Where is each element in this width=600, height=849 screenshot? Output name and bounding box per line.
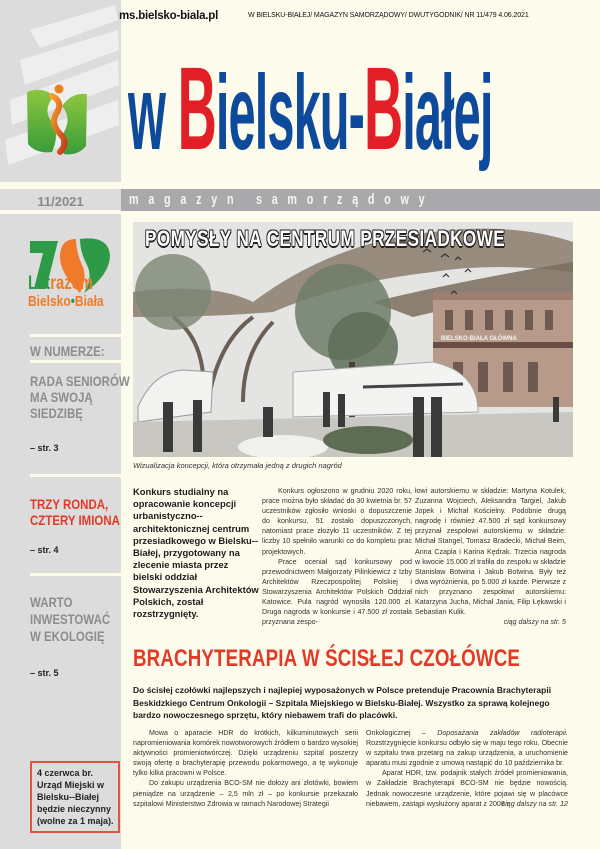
divider [30,573,121,576]
issue-number: 11/2021 [37,194,84,209]
page-ref: – str. 3 [30,443,59,453]
article-title-brachyterapia[interactable]: BRACHYTERAPIA W ŚCISŁEJ CZOŁÓWCE [133,645,521,672]
anniversary-line2: Bielsko•Biała [28,293,104,310]
magazine-subtitle: magazyn samorządowy [129,191,435,208]
article1-lead: Konkurs studialny na opracowanie koncepcji urbanistyczno--architektonicznej centrum przesiadkowego w Bielsku--Białej, przygotowany na zlecenie miasta przez bielski oddział Stowarzyszenia Architektów Polskich, został rozstrzygnięty. [133,486,259,620]
article1-column1: Konkurs ogłoszono w grudniu 2020 roku, prace można było składać do 30 kwietnia br. 57 uczestników zgłosiło wnioski o dopuszczenie do konkursu, 51 zostało dopuszczonych, natomiast prace złożyło 11 uczestników. Z tej liczby 10 spełniło warunki co do kompletu prac projektowych. Prace oceniał sąd konkursowy pod przewodnictwem Małgorzaty Pilinkiewicz z Izby Architektów Rzeczpospolitej Polskiej i Stowarzyszenia Architektów Polskich Oddział Katowice. Pula nagród wynosiła 120.000 zł. Druga nagroda w konkursie i 47.500 zł została przyznana zespo- [262,487,412,627]
issue-line: W BIELSKU-BIAŁEJ/ MAGAZYN SAMORZĄDOWY/ DWUTYGODNIK/ NR 11/479 4.06.2021 [248,12,529,19]
svg-text:BIELSKO-BIAŁA GŁÓWNA: BIELSKO-BIAŁA GŁÓWNA [441,336,517,342]
masthead-part2: iałej [402,54,493,172]
hero-photo[interactable] [133,222,573,457]
article2-column1: Mowa o aparacie HDR do krótkich, kilkuminutowych serii napromieniowania komórek nowotworowych źródłem o bardzo wysokiej aktywności promieniotwórczej. Dzięki urządzeniu szpital poszerzy swoją ofertę o brachyterapię przewodu pokarmowego, a tę wykonuje tylko kilka pracowni w Polsce. Do zakupu urządzenia BCO-SM nie dołoży ani złotówki, bowiem pieniądze na urządzenie – 2,5 mln zł – po konkursie przekazało szpitalowi Ministerstwo Zdrowia w ramach Narodowej Strategii [133,729,358,808]
subtitle-bar [121,189,600,211]
page-ref: – str. 5 [30,668,59,678]
masthead-w: w [128,54,178,172]
anniversary-line1: Latrazem [28,273,94,294]
divider [30,334,121,337]
website-url[interactable]: ms.bielsko-biala.pl [119,10,219,22]
bb-logo-icon [24,84,90,156]
article1-column2: łowi autorskiemu w składzie: Martyna Kotulek, Zuzanna Wojciech, Aleksandra Targiel, Jakub Jopek i Michał Kościelny. Podobnie drugą nagrodę i również 47.500 zł sąd konkursowy przyznał zespołowi autorskiemu w składzie: Michał Stangel, Tomasz Bradecki, Michał Beim, Anna Czapla i Karina Kędrak. Trzecia nagroda w kwocie 15.000 zł trafiła do zespołu w składzie Stanisław Botwina i Jakub Botwina. Były też dwa wyróżnienia, po 5.000 zł każde. Pierwsze z nich przyznano zespołowi autorskiemu: Katarzyna Jucha, Michał Jania, Filip Łękawski i Sebastian Kulik. ciąg dalszy na str. 5 [415,487,566,627]
continued-link[interactable]: ciąg dalszy na str. 5 [503,618,566,627]
photo-caption: Wizualizacja koncepcji, która otrzymała jedną z drugich nagród [133,461,342,470]
divider [30,360,121,363]
divider [0,210,121,214]
masthead-title [128,43,600,175]
office-closed-notice: 4 czerwca br. Urząd Miejski w Bielsku--Białej będzie nieczynny (wolne za 1 maja). [30,761,120,833]
divider [0,182,121,189]
masthead-b2: B [363,43,403,175]
in-issue-label: W NUMERZE: [30,343,105,359]
station-visualization-image [133,222,573,457]
city-logo [0,0,121,170]
article2-lead: Do ścisłej czołówki najlepszych i najlepiej wyposażonych w Polsce pretenduje Pracownia Brachyterapii Beskidzkiego Centrum Onkologii – Szpitala Miejskiego w Bielsku-Białej. Wszystko za sprawą kolejnego bardzo nowoczesnego sprzętu, który niebawem trafi do placówki. [133,685,552,721]
divider [30,474,121,477]
continued-link[interactable]: ciąg dalszy na str. 12 [501,799,568,808]
masthead-b1: B [177,43,216,175]
page-ref: – str. 4 [30,545,59,555]
masthead-part1: ielsku- [215,54,364,172]
article2-column2: Onkologicznej – Doposażania zakładów radioterapii. Rozstrzygnięcie konkursu odbyło się w maju tego roku. Obecnie w szpitalu trwa przetarg na zakup urządzenia, a uruchomienie aparatu musi zgodnie z umową nastąpić do 10 października br. Aparat HDR, tzw. podajnik stałych źródeł promieniowania, w Zakładzie Brachyterapii BCO-SM nie będzie nowością. Jednak nowoczesne urządzenie, które pojawi się w placówce niebawem, zastąpi wysłużony aparat z 2008 r. ciąg dalszy na str. 12 [366,729,568,808]
article-title-centrum[interactable]: POMYSŁY NA CENTRUM PRZESIADKOWE [145,226,506,251]
